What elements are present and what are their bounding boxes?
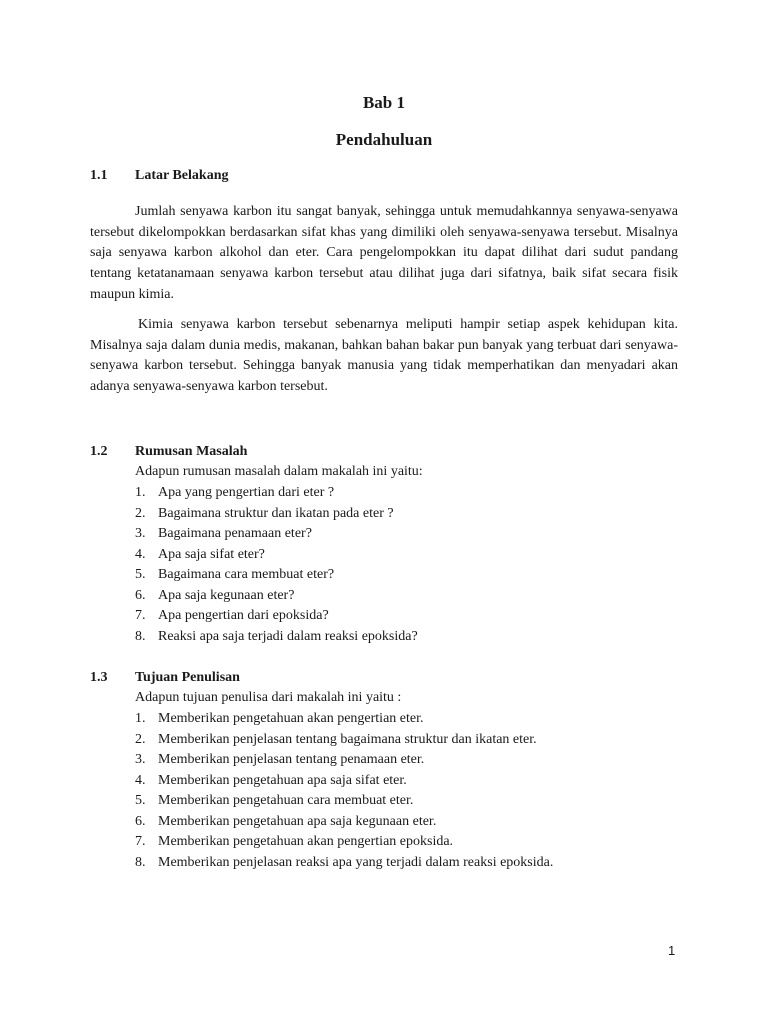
section-title: Rumusan Masalah bbox=[135, 444, 248, 459]
list-item: 2. Memberikan penjelasan tentang bagaimana struktur dan ikatan eter. bbox=[135, 731, 537, 747]
section-heading-latar-belakang bbox=[90, 168, 228, 184]
list-item: 3. Bagaimana penamaan eter? bbox=[135, 526, 312, 541]
list-item: 8. Reaksi apa saja terjadi dalam reaksi epoksida? bbox=[135, 628, 418, 644]
list-item: 5. Bagaimana cara membuat eter? bbox=[135, 567, 335, 582]
chapter-title: Pendahuluan bbox=[335, 130, 433, 149]
list-item: 1. Memberikan pengetahuan akan pengertian eter. bbox=[135, 711, 424, 726]
section-heading-rumusan-masalah bbox=[90, 444, 247, 460]
list-item: 1. Apa yang pengertian dari eter ? bbox=[135, 485, 335, 500]
section-number: 1.2 bbox=[90, 444, 108, 459]
list-item: 6. Memberikan pengetahuan apa saja kegunaan eter. bbox=[135, 813, 437, 829]
paragraph: Kimia senyawa karbon tersebut sebenarnya meliputi hampir setiap aspek kehidupan kita. Misalnya saja dalam dunia medis, makanan, bahkan bahan bakar pun banyak yang terbuat dari senyawa-senyawa karbon tersebut. Sehingga banyak manusia yang tidak memperhatikan dan menyadari akan adanya senyawa-senyawa karbon tersebut. bbox=[90, 317, 678, 395]
list-item: 8. Memberikan penjelasan reaksi apa yang terjadi dalam reaksi epoksida. bbox=[135, 854, 554, 870]
list-item: 6. Apa saja kegunaan eter? bbox=[135, 587, 295, 603]
list-item: 3. Memberikan penjelasan tentang penamaan eter. bbox=[135, 752, 425, 767]
section-heading-tujuan-penulisan bbox=[90, 670, 240, 686]
list-intro: Adapun tujuan penulisa dari makalah ini yaitu : bbox=[135, 690, 402, 705]
section-title: Tujuan Penulisan bbox=[135, 670, 240, 685]
list-item: 2. Bagaimana struktur dan ikatan pada eter ? bbox=[135, 505, 394, 521]
list-item: 7. Apa pengertian dari epoksida? bbox=[135, 608, 329, 623]
paragraph: Jumlah senyawa karbon itu sangat banyak, sehingga untuk memudahkannya senyawa-senyawa tersebut dikelompokkan berdasarkan sifat khas yang dimiliki oleh senyawa-senyawa tersebut. Misalnya saja senyawa karbon alkohol dan eter. Cara pengelompokkan itu dapat dilihat dari sudut pandang tentang ketatanamaan senyawa karbon tersebut atau dilihat juga dari sifatnya, baik sifat secara fisik maupun kimia. bbox=[90, 204, 678, 302]
list-item: 4. Apa saja sifat eter? bbox=[135, 546, 265, 562]
page-number: 1 bbox=[668, 943, 676, 958]
chapter-number: Bab 1 bbox=[362, 93, 406, 112]
list-intro: Adapun rumusan masalah dalam makalah ini yaitu: bbox=[135, 464, 423, 479]
list-item: 4. Memberikan pengetahuan apa saja sifat eter. bbox=[135, 772, 407, 788]
section-number: 1.1 bbox=[90, 168, 108, 183]
objective-list bbox=[135, 709, 553, 873]
list-item: 5. Memberikan pengetahuan cara membuat eter. bbox=[135, 793, 414, 808]
problem-list bbox=[135, 483, 418, 647]
list-item: 7. Memberikan pengetahuan akan pengertian epoksida. bbox=[135, 834, 454, 849]
section-title: Latar Belakang bbox=[135, 168, 229, 183]
section-number: 1.3 bbox=[90, 670, 108, 685]
